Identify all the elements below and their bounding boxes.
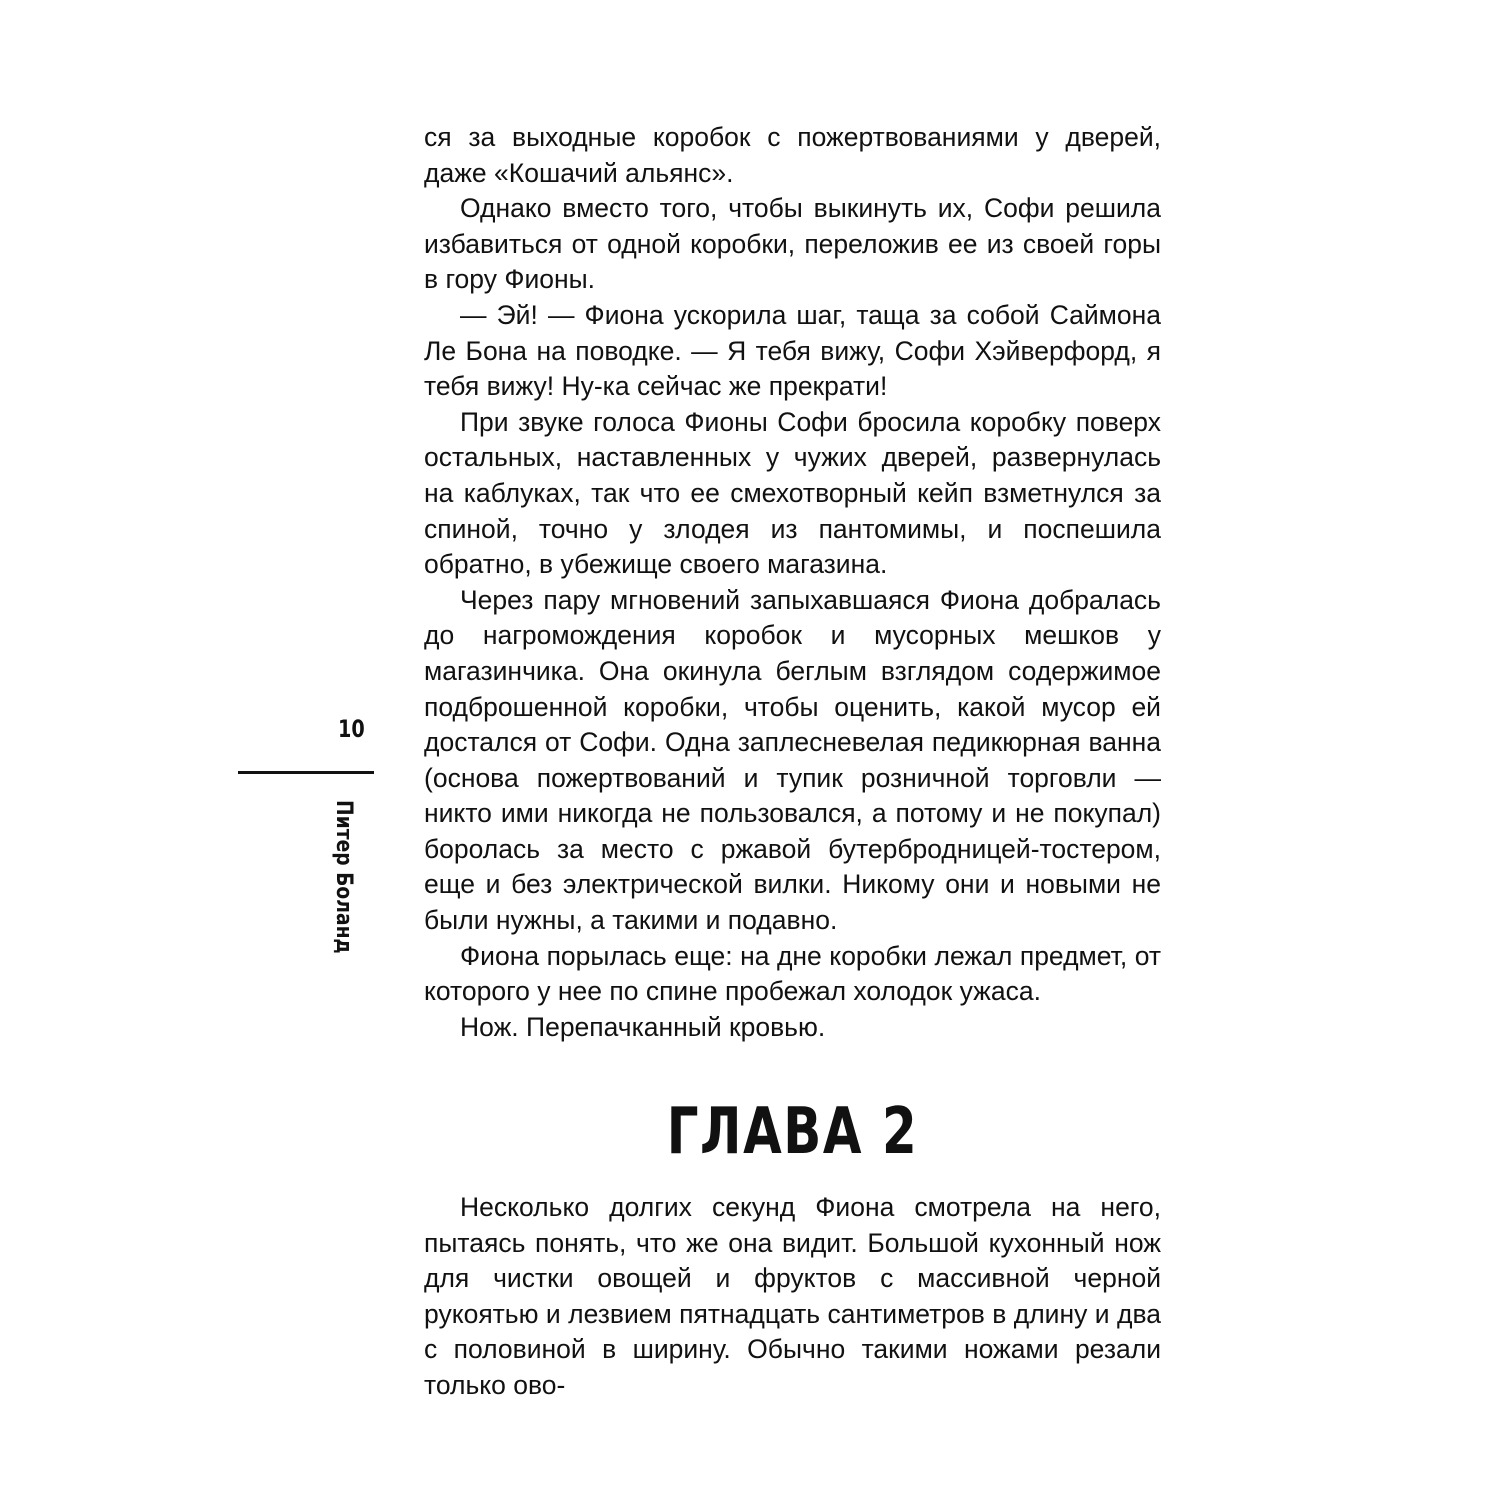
paragraph: Нож. Перепачканный кровью. — [460, 1011, 826, 1042]
top-text-block — [424, 120, 1161, 1045]
chapter-title: ГЛАВА 2 — [666, 1095, 919, 1169]
paragraph: Однако вместо того, чтобы выкинуть их, Софи решила избавиться от одной коробки, переложив ее из своей горы в гору Фионы. — [424, 193, 1161, 295]
paragraph: Несколько долгих секунд Фиона смотрела на него, пытаясь понять, что же она видит. Большой кухонный нож для чистки овощей и фруктов с массивной черной рукоятью и лезвием пятнадцать сантиметров в длину и два с половиной в ширину. Обычно такими ножами резали только ово- — [424, 1192, 1161, 1400]
author-name: Питер Боланд — [331, 800, 356, 954]
paragraph: Через пару мгновений запыхавшаяся Фиона добралась до нагромождения коробок и мусорных мешков у магазинчика. Она окинула беглым взглядом содержимое подброшенной коробки, чтобы оценить, какой мусор ей достался от Софи. Одна заплесневелая педикюрная ванна (основа пожертвований и тупик розничной торговли — никто ими никогда не пользовался, а потому и не покупал) боролась за место с ржавой бутербродницей-тостером, еще и без электрической вилки. Никому они и новыми не были нужны, а такими и подавно. — [424, 584, 1161, 936]
margin-divider — [238, 771, 374, 774]
paragraph: Фиона порылась еще: на дне коробки лежал предмет, от которого у нее по спине пробежал холодок ужаса. — [424, 940, 1161, 1007]
paragraph: ся за выходные коробок с пожертвованиями у дверей, даже «Кошачий альянс». — [424, 122, 1161, 188]
page-number: 10 — [338, 715, 365, 743]
paragraph: — Эй! — Фиона ускорила шаг, таща за собой Саймона Ле Бона на поводке. — Я тебя вижу, Софи Хэйверфорд, я тебя вижу! Ну-ка сейчас же прекрати! — [424, 299, 1161, 402]
bottom-text-block — [424, 1190, 1161, 1404]
paragraph: При звуке голоса Фионы Софи бросила коробку поверх остальных, наставленных у чужих дверей, развернулась на каблуках, так что ее смехотворный кейп взметнулся за спиной, точно у злодея из пантомимы, и поспешила обратно, в убежище своего магазина. — [424, 406, 1161, 580]
